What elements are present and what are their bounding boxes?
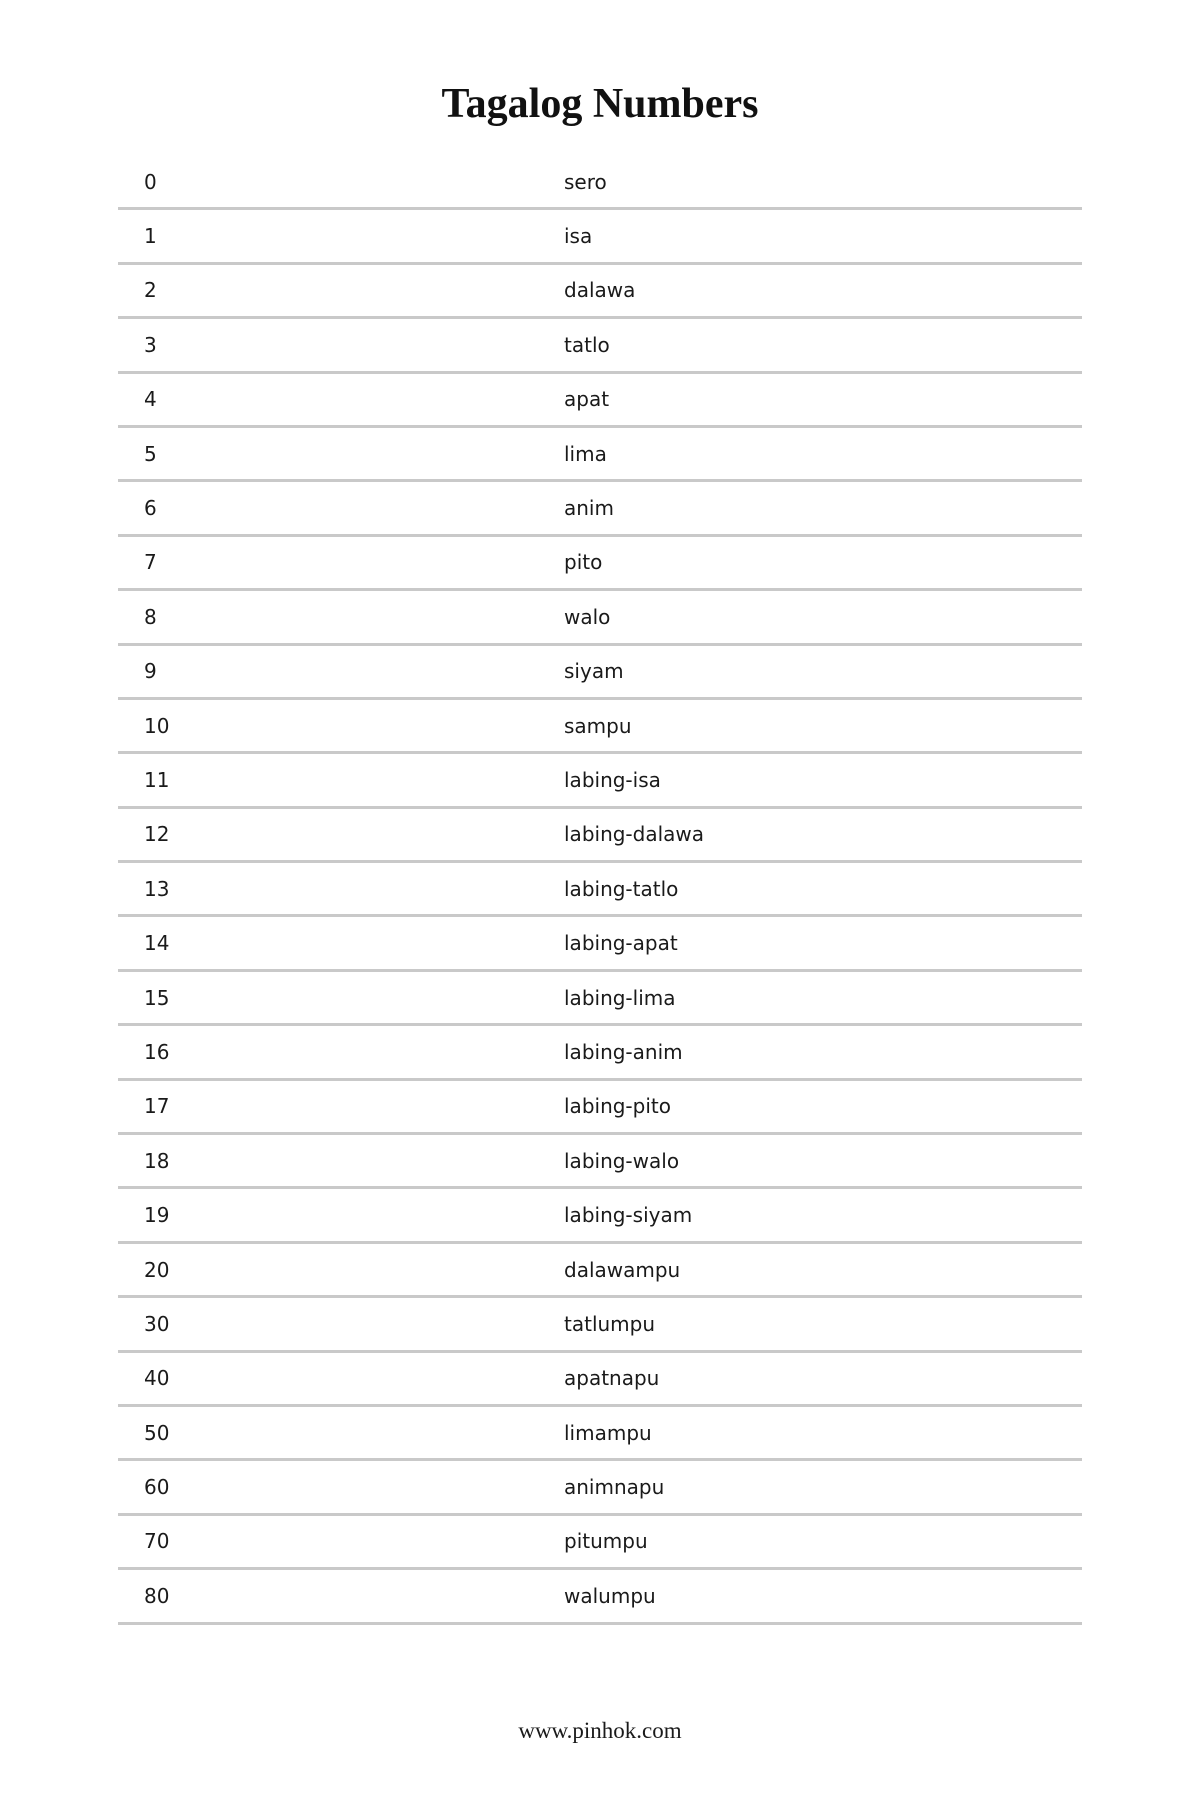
word-cell: labing-dalawa (564, 807, 1082, 861)
word-cell: pitumpu (564, 1514, 1082, 1568)
number-cell: 18 (118, 1134, 564, 1188)
table-row (118, 1297, 1082, 1351)
word-cell: dalawampu (564, 1242, 1082, 1296)
table-row (118, 426, 1082, 480)
word-cell: lima (564, 426, 1082, 480)
number-cell: 2 (118, 263, 564, 317)
table-row (118, 753, 1082, 807)
word-cell: labing-apat (564, 916, 1082, 970)
number-cell: 20 (118, 1242, 564, 1296)
number-cell: 11 (118, 753, 564, 807)
table-row (118, 590, 1082, 644)
table-row (118, 862, 1082, 916)
word-cell: siyam (564, 644, 1082, 698)
number-cell: 17 (118, 1079, 564, 1133)
number-cell: 10 (118, 698, 564, 752)
word-cell: labing-isa (564, 753, 1082, 807)
table-row (118, 1242, 1082, 1296)
word-cell: pito (564, 535, 1082, 589)
table-row (118, 1460, 1082, 1514)
page-title: Tagalog Numbers (441, 81, 759, 127)
word-cell: isa (564, 209, 1082, 263)
word-cell: apat (564, 372, 1082, 426)
word-cell: labing-anim (564, 1025, 1082, 1079)
word-cell: sero (564, 156, 1082, 209)
word-cell: dalawa (564, 263, 1082, 317)
number-cell: 4 (118, 372, 564, 426)
number-cell: 19 (118, 1188, 564, 1242)
word-cell: anim (564, 481, 1082, 535)
table-row (118, 1188, 1082, 1242)
table-row (118, 535, 1082, 589)
word-cell: labing-walo (564, 1134, 1082, 1188)
table-row (118, 1025, 1082, 1079)
number-cell: 5 (118, 426, 564, 480)
number-cell: 14 (118, 916, 564, 970)
number-cell: 13 (118, 862, 564, 916)
number-cell: 80 (118, 1569, 564, 1623)
table-row (118, 1079, 1082, 1133)
table-row (118, 1351, 1082, 1405)
table-row (118, 318, 1082, 372)
number-cell: 16 (118, 1025, 564, 1079)
word-cell: animnapu (564, 1460, 1082, 1514)
number-cell: 12 (118, 807, 564, 861)
number-cell: 0 (118, 156, 564, 209)
number-cell: 1 (118, 209, 564, 263)
word-cell: labing-lima (564, 970, 1082, 1024)
table-row (118, 481, 1082, 535)
word-cell: labing-pito (564, 1079, 1082, 1133)
table-row (118, 1405, 1082, 1459)
word-cell: walumpu (564, 1569, 1082, 1623)
word-cell: tatlumpu (564, 1297, 1082, 1351)
number-cell: 9 (118, 644, 564, 698)
table-row (118, 209, 1082, 263)
table-row (118, 644, 1082, 698)
table-row (118, 1134, 1082, 1188)
table-row (118, 807, 1082, 861)
number-cell: 30 (118, 1297, 564, 1351)
number-cell: 3 (118, 318, 564, 372)
table-row (118, 970, 1082, 1024)
table-row (118, 1514, 1082, 1568)
number-cell: 7 (118, 535, 564, 589)
number-cell: 6 (118, 481, 564, 535)
number-cell: 40 (118, 1351, 564, 1405)
table-row (118, 698, 1082, 752)
number-cell: 70 (118, 1514, 564, 1568)
table-row (118, 372, 1082, 426)
number-cell: 50 (118, 1405, 564, 1459)
footer-url: www.pinhok.com (518, 1718, 682, 1743)
number-cell: 15 (118, 970, 564, 1024)
table-row (118, 1569, 1082, 1623)
number-cell: 60 (118, 1460, 564, 1514)
word-cell: walo (564, 590, 1082, 644)
word-cell: sampu (564, 698, 1082, 752)
word-cell: labing-siyam (564, 1188, 1082, 1242)
numbers-table (118, 156, 1082, 1625)
word-cell: limampu (564, 1405, 1082, 1459)
word-cell: apatnapu (564, 1351, 1082, 1405)
table-body (118, 156, 1082, 1623)
table-row (118, 916, 1082, 970)
word-cell: labing-tatlo (564, 862, 1082, 916)
number-cell: 8 (118, 590, 564, 644)
table-row (118, 263, 1082, 317)
table-row (118, 156, 1082, 209)
word-cell: tatlo (564, 318, 1082, 372)
